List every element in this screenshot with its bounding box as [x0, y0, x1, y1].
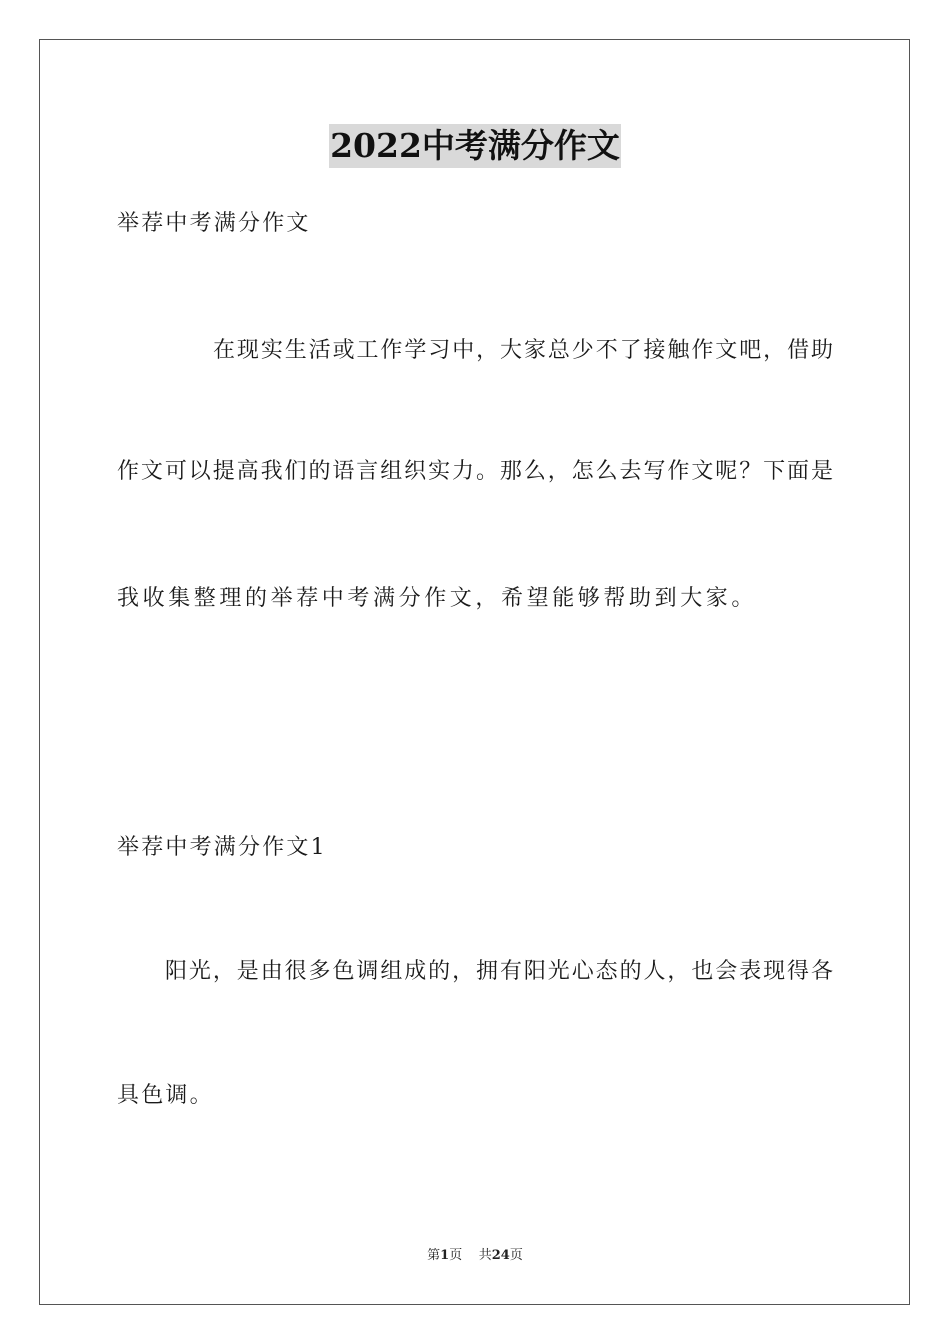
footer-total-pages: 24 [491, 1248, 510, 1263]
paragraph-1-line-3: 我收集整理的举荐中考满分作文，希望能够帮助到大家。 [117, 586, 758, 611]
page-footer [0, 1247, 950, 1265]
footer-page-suffix: 页 [449, 1248, 463, 1263]
paragraph-2-line-1: 阳光，是由很多色调组成的，拥有阳光心态的人，也会表现得各 [165, 959, 833, 984]
footer-page-number: 1 [440, 1248, 450, 1263]
paragraph-1-line-2: 作文可以提高我们的语言组织实力。那么，怎么去写作文呢？下面是 [117, 459, 833, 484]
footer-page-prefix: 第 [427, 1248, 441, 1263]
document-title: 2022中考满分作文 [329, 124, 621, 168]
paragraph-2-line-2: 具色调。 [117, 1083, 214, 1108]
document-subtitle: 举荐中考满分作文 [117, 211, 311, 236]
footer-total-suffix: 页 [509, 1248, 523, 1263]
section-heading: 举荐中考满分作文1 [117, 835, 327, 860]
title-container [0, 124, 950, 168]
footer-total-prefix: 共 [478, 1248, 492, 1263]
paragraph-1-line-1: 在现实生活或工作学习中，大家总少不了接触作文吧，借助 [213, 338, 833, 363]
